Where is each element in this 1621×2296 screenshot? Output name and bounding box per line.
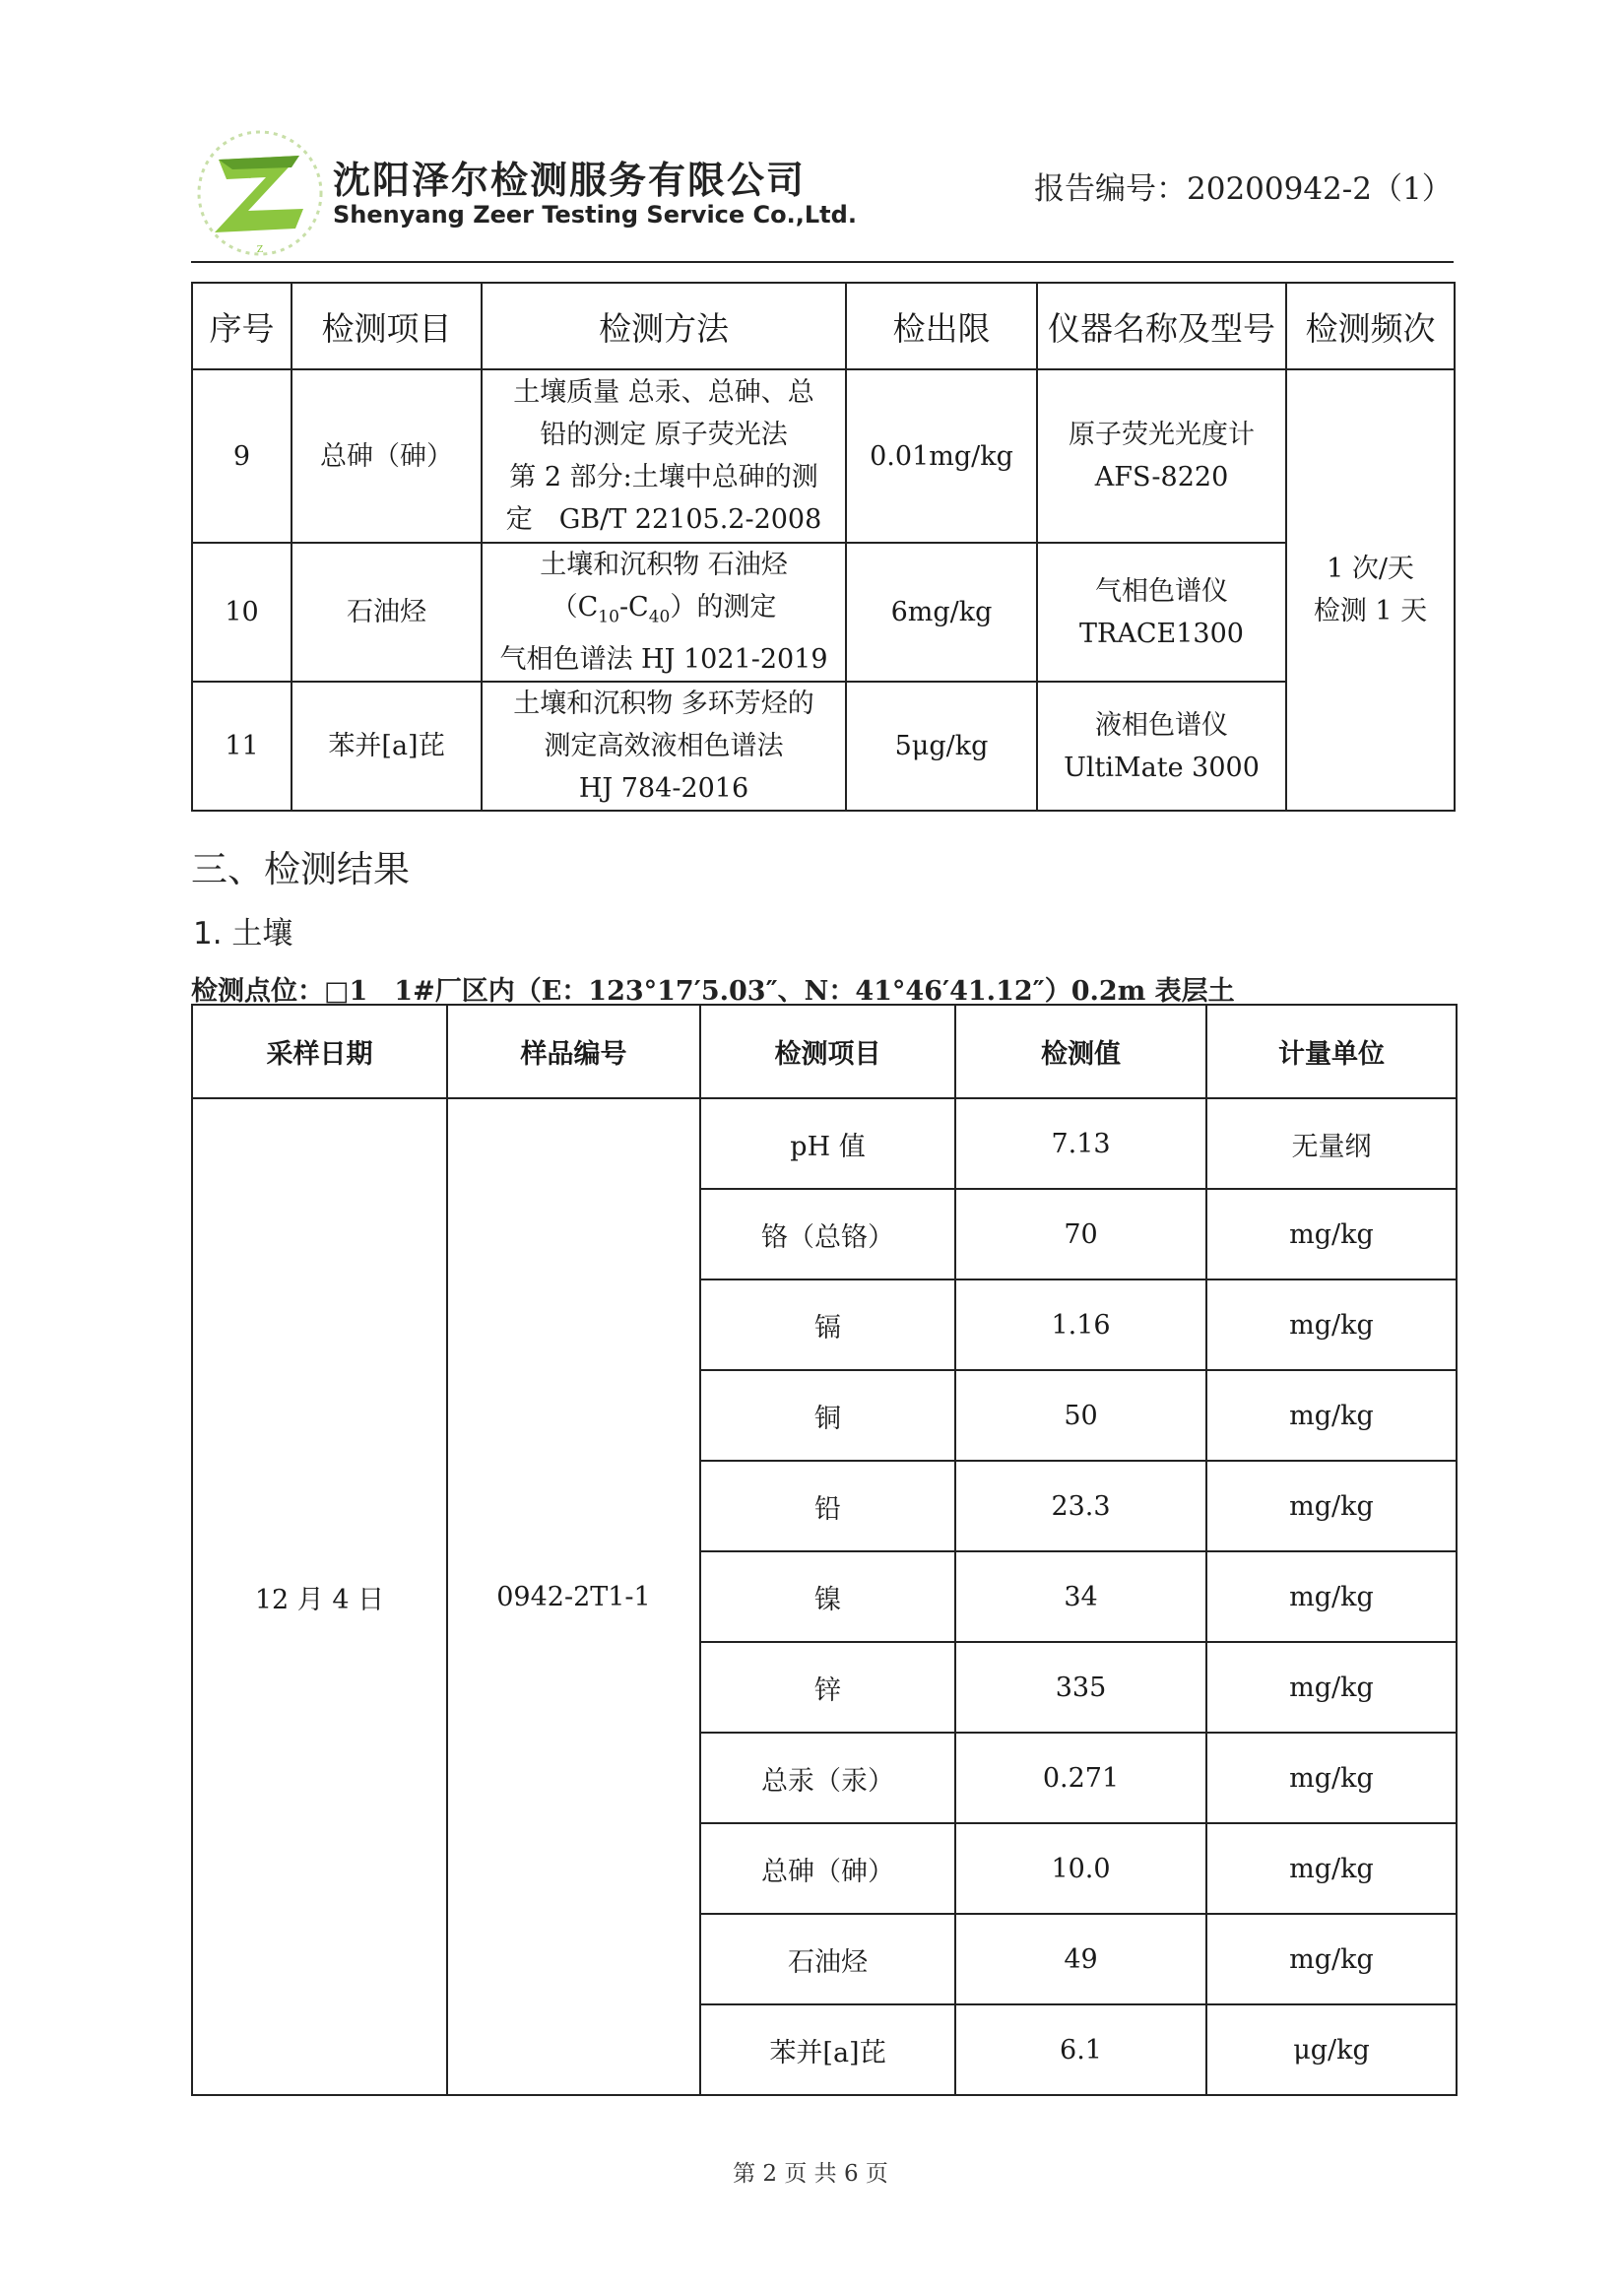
method-line: 铅的测定 原子荧光法 (540, 420, 788, 450)
table-row (192, 543, 1455, 682)
header-cell: 检测方法 (482, 283, 846, 369)
method-line: 第 2 部分:土壤中总砷的测 (509, 462, 818, 492)
result-unit: μg/kg (1206, 2004, 1457, 2095)
company-name-en: Shenyang Zeer Testing Service Co.,Ltd. (333, 201, 857, 229)
test-item: 苯并[a]芘 (292, 682, 482, 811)
report-number: 报告编号：20200942-2（1） (1034, 171, 1453, 207)
method-subscript: 40 (648, 607, 671, 627)
sampling-date: 12 月 4 日 (192, 1098, 447, 2095)
result-value: 6.1 (955, 2004, 1206, 2095)
detection-limit: 0.01mg/kg (846, 369, 1037, 543)
method-table (191, 282, 1456, 812)
instrument (1037, 369, 1286, 543)
header-divider (191, 261, 1454, 263)
section-title: 三、检测结果 (191, 848, 410, 890)
page-footer: 第 2 页 共 6 页 (733, 2161, 888, 2187)
frequency-line: 检测 1 天 (1313, 596, 1428, 627)
test-method (482, 369, 846, 543)
header-cell: 样品编号 (447, 1005, 700, 1098)
result-item: 铬（总铬） (700, 1189, 955, 1279)
header-cell: 检出限 (846, 283, 1037, 369)
test-method (482, 543, 846, 682)
result-unit: mg/kg (1206, 1189, 1457, 1279)
method-line: 测定高效液相色谱法 (544, 731, 784, 762)
result-value: 10.0 (955, 1823, 1206, 1914)
result-unit: mg/kg (1206, 1551, 1457, 1642)
result-value: 7.13 (955, 1098, 1206, 1189)
test-frequency (1286, 369, 1455, 811)
method-line (483, 586, 845, 638)
instrument-model: TRACE1300 (1079, 618, 1244, 649)
detection-limit: 5μg/kg (846, 682, 1037, 811)
header-cell: 检测项目 (292, 283, 482, 369)
row-number: 10 (192, 543, 292, 682)
result-value: 70 (955, 1189, 1206, 1279)
result-item: 镉 (700, 1279, 955, 1370)
result-unit: mg/kg (1206, 1823, 1457, 1914)
method-subscript: 10 (598, 607, 619, 627)
header-cell: 检测项目 (700, 1005, 955, 1098)
row-number: 9 (192, 369, 292, 543)
header-cell: 采样日期 (192, 1005, 447, 1098)
result-table-header (192, 1005, 1457, 1098)
method-text: （C (551, 592, 599, 623)
instrument (1037, 543, 1286, 682)
method-line: 定 GB/T 22105.2-2008 (505, 504, 822, 535)
result-item: 镍 (700, 1551, 955, 1642)
result-item: 铅 (700, 1461, 955, 1551)
result-item: 石油烃 (700, 1914, 955, 2004)
result-table (191, 1004, 1458, 2096)
header-cell: 计量单位 (1206, 1005, 1457, 1098)
sub-section-title: 1. 土壤 (193, 916, 293, 951)
test-item: 石油烃 (292, 543, 482, 682)
result-value: 49 (955, 1914, 1206, 2004)
table-row (192, 1098, 1457, 1189)
header-cell: 检测值 (955, 1005, 1206, 1098)
method-line: 土壤和沉积物 多环芳烃的 (513, 689, 814, 720)
method-line: HJ 784-2016 (578, 773, 749, 805)
row-number: 11 (192, 682, 292, 811)
instrument-name: 液相色谱仪 (1095, 709, 1228, 741)
sample-number: 0942-2T1-1 (447, 1098, 700, 2095)
result-unit: mg/kg (1206, 1914, 1457, 2004)
instrument-model: UltiMate 3000 (1064, 752, 1260, 783)
logo-letter: Z (256, 245, 264, 255)
result-unit: mg/kg (1206, 1279, 1457, 1370)
instrument-model: AFS-8220 (1094, 462, 1229, 492)
method-table-header (192, 283, 1455, 369)
sampling-point: 检测点位：□1 1#厂区内（E：123°17′5.03″、N：41°46′41.12″）0.2m 表层土 (191, 976, 1235, 1007)
test-item: 总砷（砷） (292, 369, 482, 543)
company-name-cn: 沈阳泽尔检测服务有限公司 (333, 159, 807, 202)
method-line: 气相色谱法 HJ 1021-2019 (499, 644, 828, 676)
result-item: 锌 (700, 1642, 955, 1733)
result-item: 总汞（汞） (700, 1733, 955, 1823)
frequency-line: 1 次/天 (1327, 554, 1414, 585)
detection-limit: 6mg/kg (846, 543, 1037, 682)
result-item: 铜 (700, 1370, 955, 1461)
header-cell: 仪器名称及型号 (1037, 283, 1286, 369)
result-item: 总砷（砷） (700, 1823, 955, 1914)
company-logo-icon (193, 126, 327, 260)
result-unit: 无量纲 (1206, 1098, 1457, 1189)
method-line: 土壤和沉积物 石油烃 (540, 550, 788, 580)
test-method (482, 682, 846, 811)
instrument-name: 气相色谱仪 (1095, 575, 1228, 607)
result-value: 335 (955, 1642, 1206, 1733)
result-item: pH 值 (700, 1098, 955, 1189)
result-item: 苯并[a]芘 (700, 2004, 955, 2095)
result-unit: mg/kg (1206, 1642, 1457, 1733)
method-text: ）的测定 (670, 592, 777, 623)
table-row (192, 682, 1455, 811)
result-value: 0.271 (955, 1733, 1206, 1823)
result-value: 34 (955, 1551, 1206, 1642)
instrument (1037, 682, 1286, 811)
method-line: 土壤质量 总汞、总砷、总 (513, 377, 814, 408)
result-unit: mg/kg (1206, 1461, 1457, 1551)
header-cell: 序号 (192, 283, 292, 369)
table-row (192, 369, 1455, 543)
header-cell: 检测频次 (1286, 283, 1455, 369)
result-unit: mg/kg (1206, 1370, 1457, 1461)
result-value: 1.16 (955, 1279, 1206, 1370)
result-value: 50 (955, 1370, 1206, 1461)
method-text: -C (618, 592, 649, 623)
result-value: 23.3 (955, 1461, 1206, 1551)
result-unit: mg/kg (1206, 1733, 1457, 1823)
instrument-name: 原子荧光光度计 (1069, 420, 1255, 450)
